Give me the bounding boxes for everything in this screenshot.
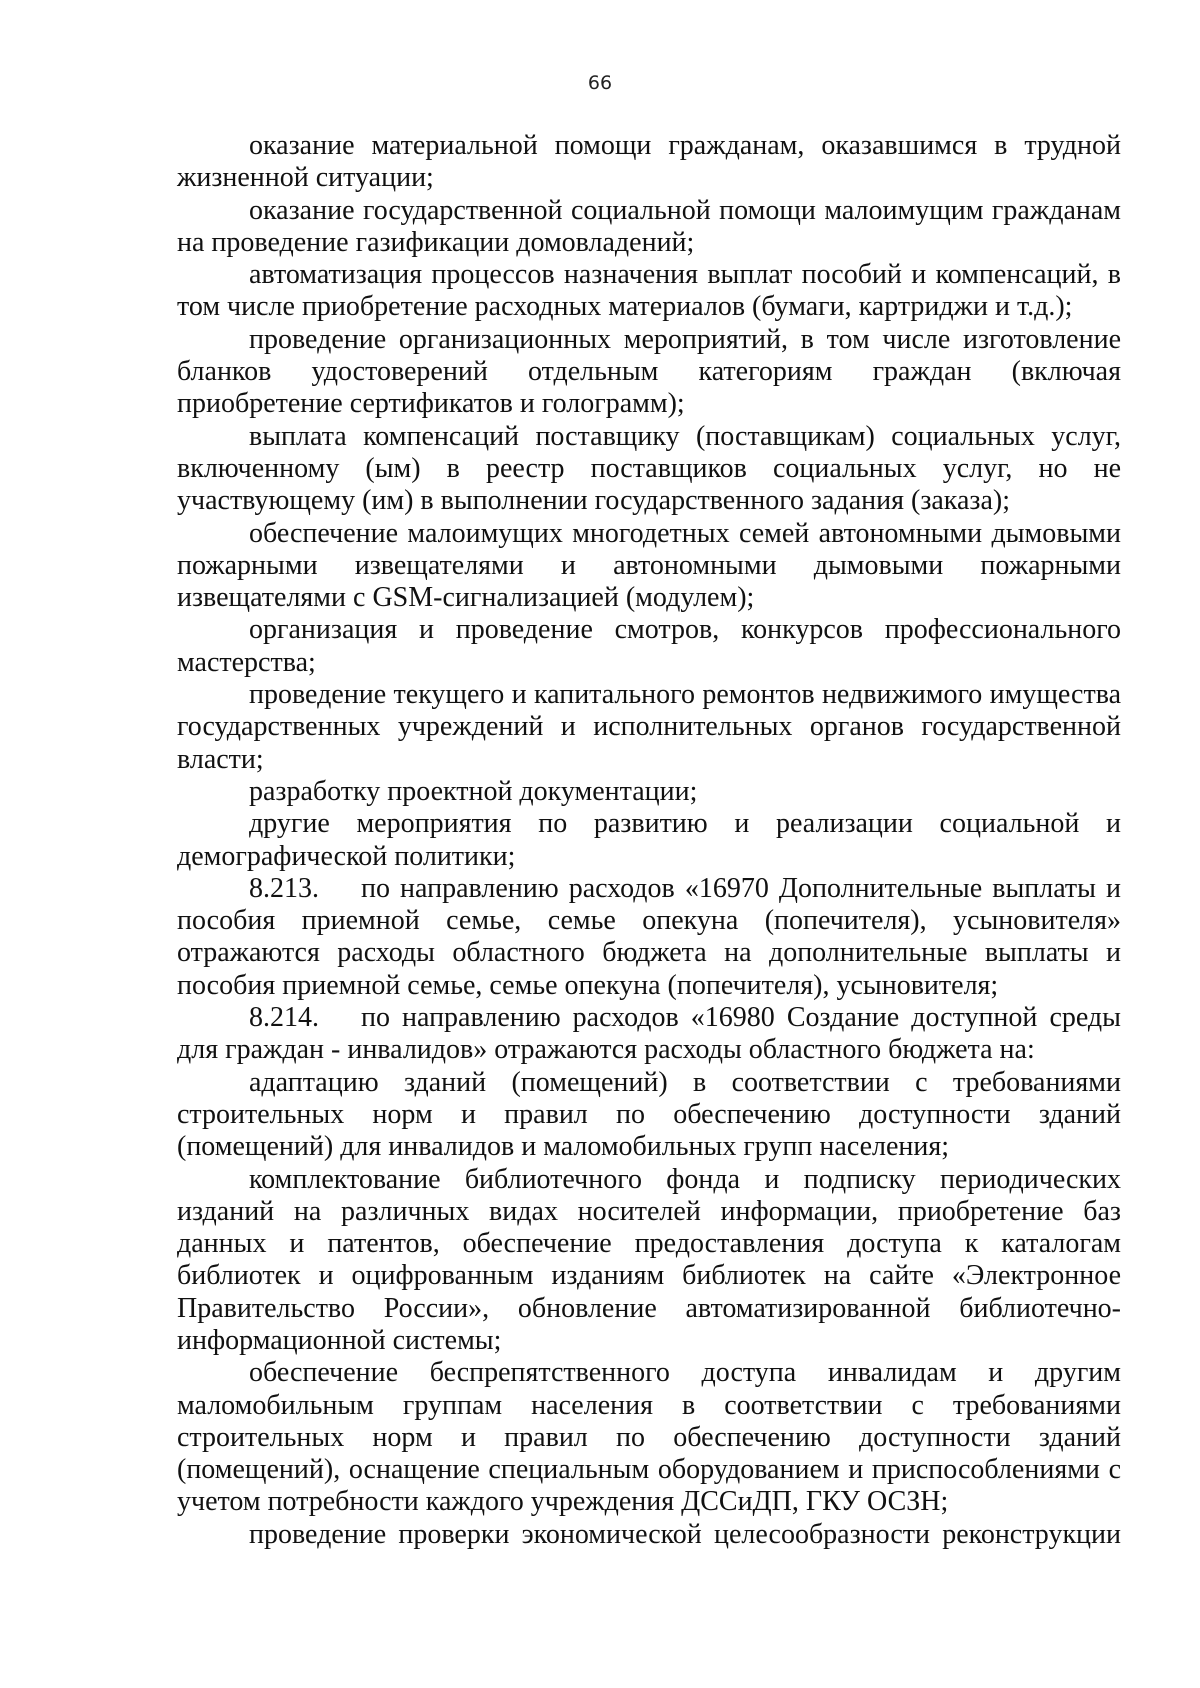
paragraph-library-fund: комплектование библиотечного фонда и подписку периодических изданий на различных видах носителей информации, приобретение баз данных и патентов, обеспечение предоставления доступа к каталогам библиотек и оцифрованным изданиям библиотек на сайте «Электронное Правительство России», обновление автоматизированной библиотечно-информационной системы;	[177, 1163, 1121, 1356]
section-text: по направлению расходов «16980 Создание доступной среды для граждан - инвалидов» отражаются расходы областного бюджета на:	[177, 1002, 1121, 1066]
paragraph-smoke-detectors: обеспечение малоимущих многодетных семей автономными дымовыми пожарными извещателями и автономными дымовыми пожарными извещателями с GSM-сигнализацией (модулем);	[177, 517, 1121, 614]
paragraph-project-docs: разработку проектной документации;	[249, 775, 698, 807]
section-number: 8.213.	[249, 872, 319, 904]
section-8-214	[177, 1002, 1121, 1067]
paragraph-reconstruction-check: проведение проверки экономической целесообразности реконструкции	[249, 1518, 1121, 1550]
paragraph-gasification-aid: оказание государственной социальной помощи малоимущим гражданам на проведение газификации домовладений;	[177, 194, 1121, 258]
paragraph-automation: автоматизация процессов назначения выплат пособий и компенсаций, в том числе приобретение расходных материалов (бумаги, картриджи и т.д.);	[177, 259, 1121, 323]
paragraph-other-measures: другие мероприятия по развитию и реализации социальной и демографической политики;	[177, 808, 1121, 872]
section-number: 8.214.	[249, 1002, 319, 1034]
paragraph-organizational-events: проведение организационных мероприятий, в том числе изготовление бланков удостоверений отдельным категориям граждан (включая приобретение сертификатов и голограмм);	[177, 323, 1121, 420]
paragraph-barrier-free-access: обеспечение беспрепятственного доступа инвалидам и другим маломобильным группам населения в соответствии с требованиями строительных норм и правил по обеспечению доступности зданий (помещений), оснащение специальным оборудованием и приспособлениями с учетом потребности каждого учреждения ДССиДП, ГКУ ОСЗН;	[177, 1357, 1121, 1518]
paragraph-building-adaptation: адаптацию зданий (помещений) в соответствии с требованиями строительных норм и правил по обеспечению доступности зданий (помещений) для инвалидов и маломобильных групп населения;	[177, 1066, 1121, 1163]
section-8-213	[177, 873, 1121, 1002]
paragraph-supplier-compensation: выплата компенсаций поставщику (поставщикам) социальных услуг, включенному (ым) в реестр поставщиков социальных услуг, но не участвующему (им) в выполнении государственного задания (заказа);	[177, 420, 1121, 517]
paragraph-contests: организация и проведение смотров, конкурсов профессионального мастерства;	[177, 614, 1121, 678]
document-body	[177, 130, 1121, 1551]
page-number: 66	[587, 72, 613, 94]
section-text: по направлению расходов «16970 Дополнительные выплаты и пособия приемной семье, семье опекуна (попечителя), усыновителя» отражаются расходы областного бюджета на дополнительные выплаты и пособия приемной семье, семье опекуна (попечителя), усыновителя;	[177, 872, 1121, 1001]
paragraph-material-aid: оказание материальной помощи гражданам, оказавшимся в трудной жизненной ситуации;	[177, 130, 1121, 194]
paragraph-repairs: проведение текущего и капитального ремонтов недвижимого имущества государственных учреждений и исполнительных органов государственной власти;	[177, 679, 1121, 775]
